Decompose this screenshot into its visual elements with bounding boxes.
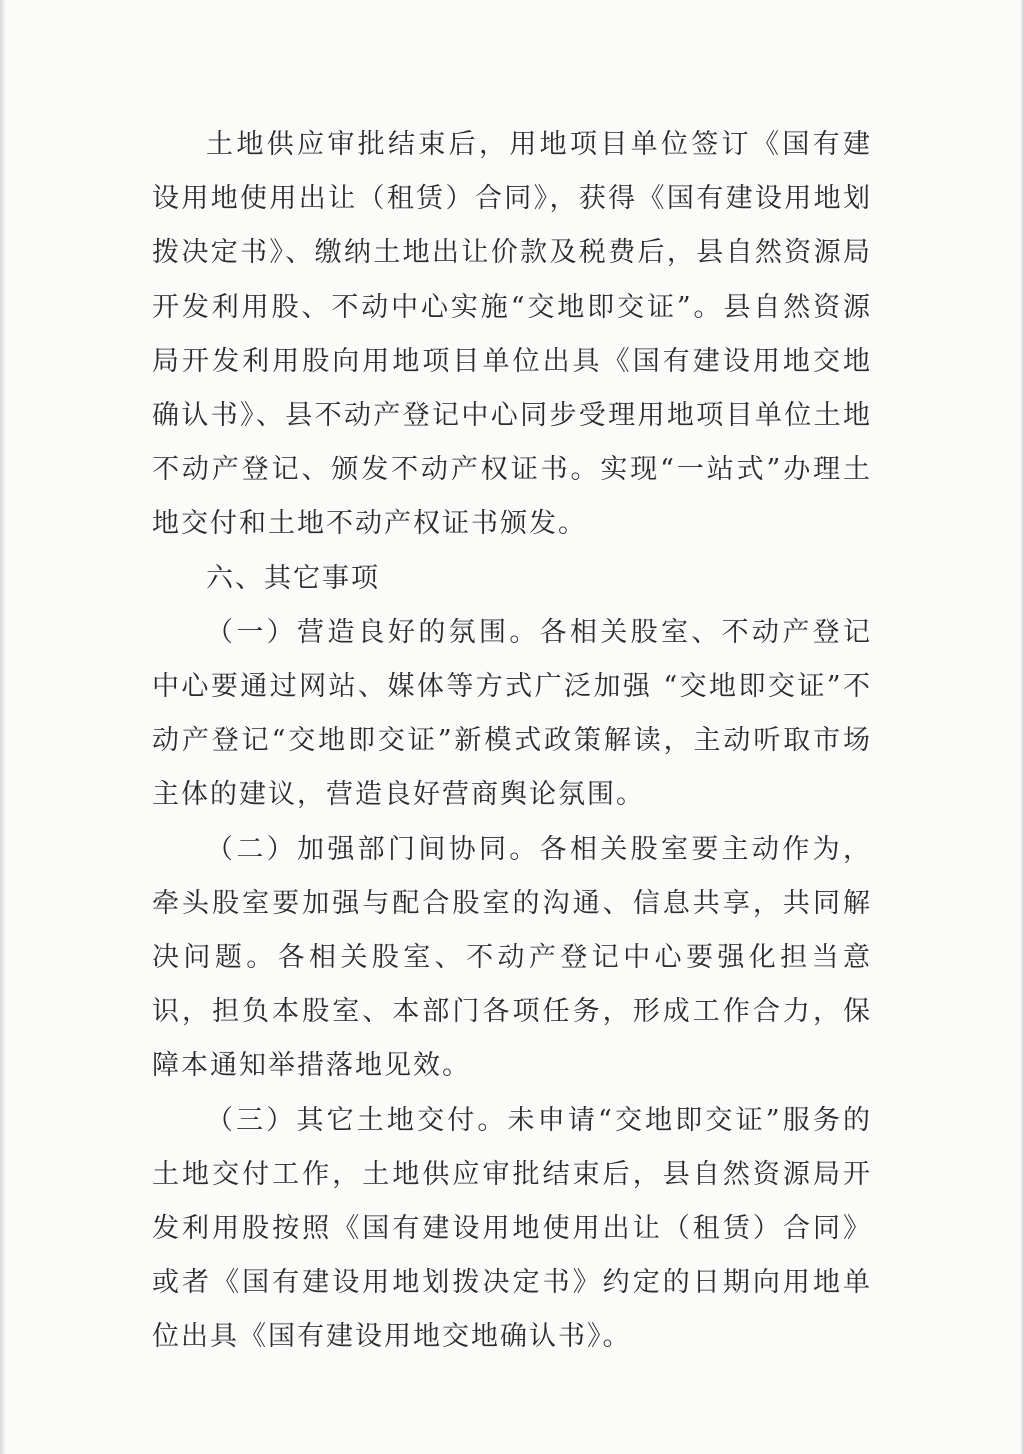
paragraph-other-delivery: （三）其它土地交付。未申请“交地即交证”服务的土地交付工作，土地供应审批结束后，县自然资源局开发利用股按照《国有建设用地使用出让（租赁）合同》或者《国有建设用地划拨决定书》约定的日期向用地单位出具《国有建设用地交地确认书》。: [152, 1104, 872, 1353]
paragraph-land-delivery: 土地供应审批结束后，用地项目单位签订《国有建设用地使用出让（租赁）合同》，获得《国有建设用地划拨决定书》、缴纳土地出让价款及税费后，县自然资源局开发利用股、不动中心实施“交地即交证”。县自然资源局开发利用股向用地项目单位出具《国有建设用地交地确认书》、县不动产登记中心同步受理用地项目单位土地不动产登记、颁发不动产权证书。实现“一站式”办理土地交付和土地不动产权证书颁发。: [152, 129, 872, 540]
scan-edge-left: [0, 0, 6, 1454]
section-heading-other-matters: 六、其它事项: [206, 562, 380, 594]
paragraph-coordination: （二）加强部门间协同。各相关股室要主动作为，牵头股室要加强与配合股室的沟通、信息共享，共同解决问题。各相关股室、不动产登记中心要强化担当意识，担负本股室、本部门各项任务，形成工作合力，保障本通知举措落地见效。: [152, 833, 872, 1082]
scan-edge-right: [1020, 0, 1024, 1454]
document-body: [152, 118, 872, 1365]
paragraph-atmosphere: （一）营造良好的氛围。各相关股室、不动产登记中心要通过网站、媒体等方式广泛加强 “交地即交证”不动产登记“交地即交证”新模式政策解读，主动听取市场主体的建议，营造良好营商舆论氛围。: [152, 616, 872, 811]
